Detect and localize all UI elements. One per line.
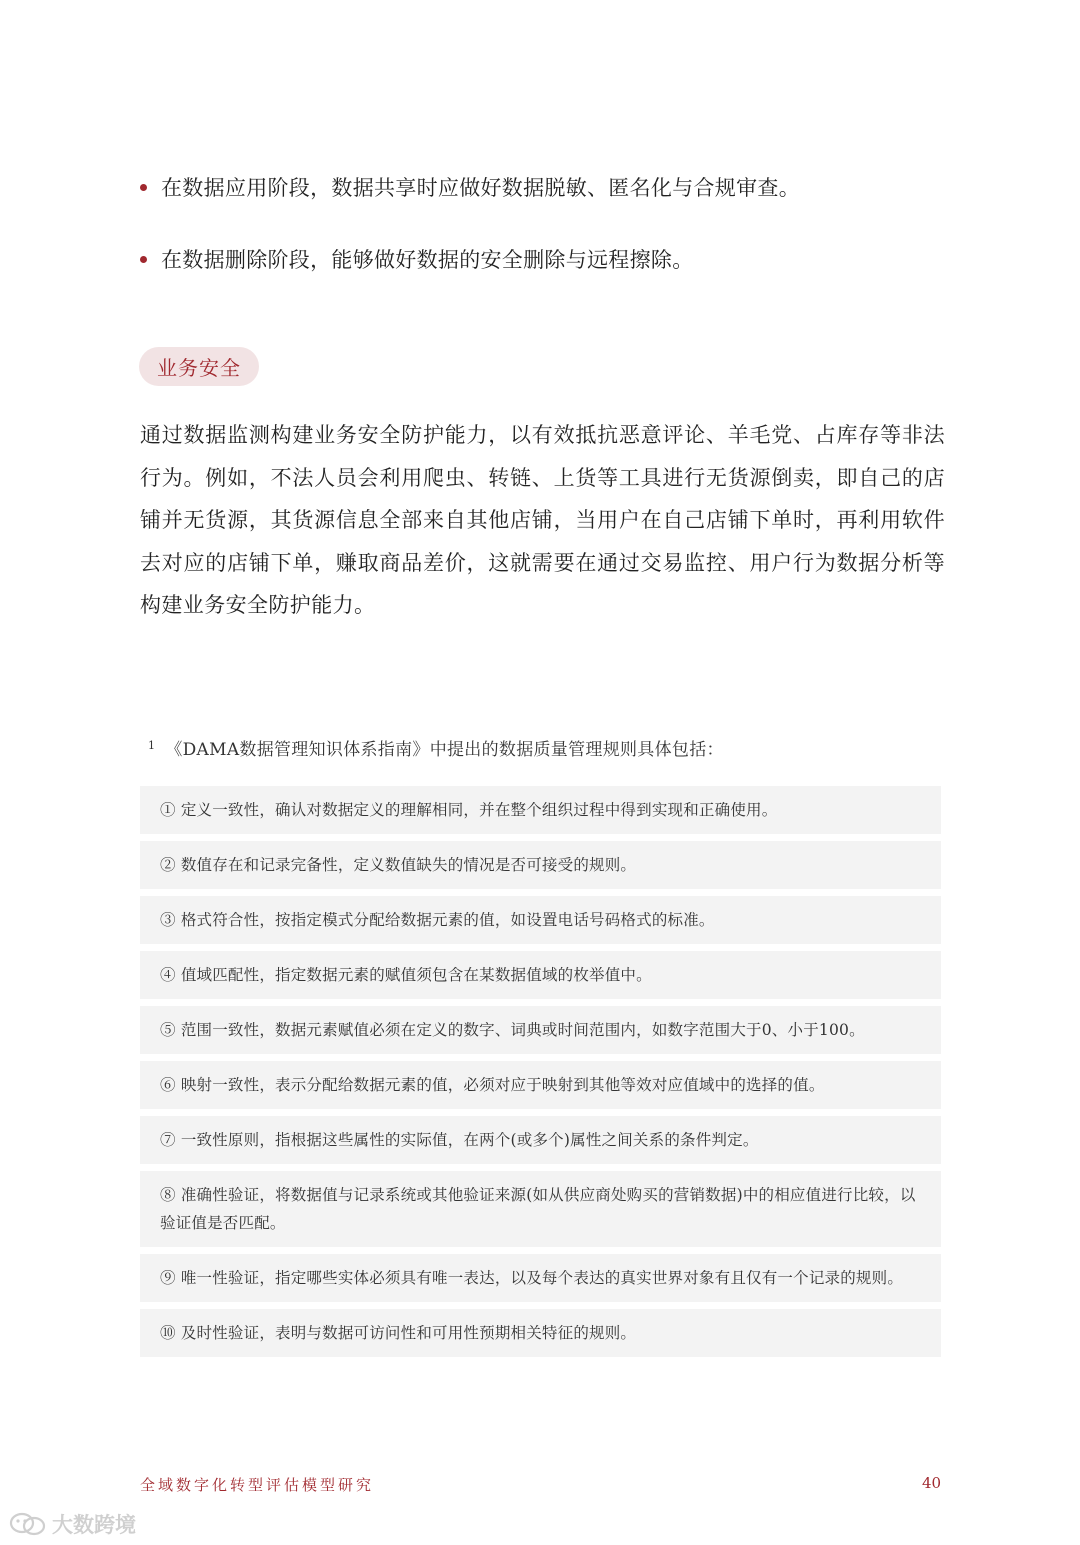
page-number: 40 <box>922 1474 942 1492</box>
rule-item: ⑩ 及时性验证，表明与数据可访问性和可用性预期相关特征的规则。 <box>140 1309 941 1357</box>
bullet-dot-icon <box>140 256 147 263</box>
bullet-text: 在数据删除阶段，能够做好数据的安全删除与远程擦除。 <box>161 248 694 272</box>
footnote-heading-text: 《DAMA数据管理知识体系指南》中提出的数据质量管理规则具体包括： <box>165 740 724 760</box>
rule-item: ① 定义一致性，确认对数据定义的理解相同，并在整个组织过程中得到实现和正确使用。 <box>140 786 941 834</box>
rule-item: ⑤ 范围一致性，数据元素赋值必须在定义的数字、词典或时间范围内，如数字范围大于0、小于100。 <box>140 1006 941 1054</box>
section-tag: 业务安全 <box>139 347 259 386</box>
rule-list <box>140 786 941 1364</box>
rule-item: ③ 格式符合性，按指定模式分配给数据元素的值，如设置电话号码格式的标准。 <box>140 896 941 944</box>
bullet-dot-icon <box>140 184 147 191</box>
rule-item: ⑨ 唯一性验证，指定哪些实体必须具有唯一表达，以及每个表达的真实世界对象有且仅有一个记录的规则。 <box>140 1254 941 1302</box>
watermark-text: 大数跨境 <box>52 1513 136 1537</box>
rule-item: ⑦ 一致性原则，指根据这些属性的实际值，在两个(或多个)属性之间关系的条件判定。 <box>140 1116 941 1164</box>
rule-item: ⑥ 映射一致性，表示分配给数据元素的值，必须对应于映射到其他等效对应值域中的选择的值。 <box>140 1061 941 1109</box>
rule-item: ② 数值存在和记录完备性，定义数值缺失的情况是否可接受的规则。 <box>140 841 941 889</box>
bullet-list <box>138 168 948 278</box>
watermark <box>8 1509 136 1539</box>
footnote-heading <box>148 735 948 760</box>
wechat-logo-icon <box>8 1511 48 1537</box>
footer-title: 全域数字化转型评估模型研究 <box>140 1476 375 1494</box>
rule-item: ⑧ 准确性验证，将数据值与记录系统或其他验证来源(如从供应商处购买的营销数据)中的相应值进行比较，以验证值是否匹配。 <box>140 1171 941 1247</box>
bullet-item <box>138 168 948 206</box>
rule-item: ④ 值域匹配性，指定数据元素的赋值须包含在某数据值域的枚举值中。 <box>140 951 941 999</box>
bullet-item <box>138 240 948 278</box>
bullet-text: 在数据应用阶段，数据共享时应做好数据脱敏、匿名化与合规审查。 <box>161 176 800 200</box>
body-paragraph: 通过数据监测构建业务安全防护能力，以有效抵抗恶意评论、羊毛党、占库存等非法行为。例如，不法人员会利用爬虫、转链、上货等工具进行无货源倒卖，即自己的店铺并无货源，其货源信息全部来自其他店铺，当用户在自己店铺下单时，再利用软件去对应的店铺下单，赚取商品差价，这就需要在通过交易监控、用户行为数据分析等构建业务安全防护能力。 <box>140 423 945 617</box>
footnote-marker: 1 <box>148 739 156 752</box>
